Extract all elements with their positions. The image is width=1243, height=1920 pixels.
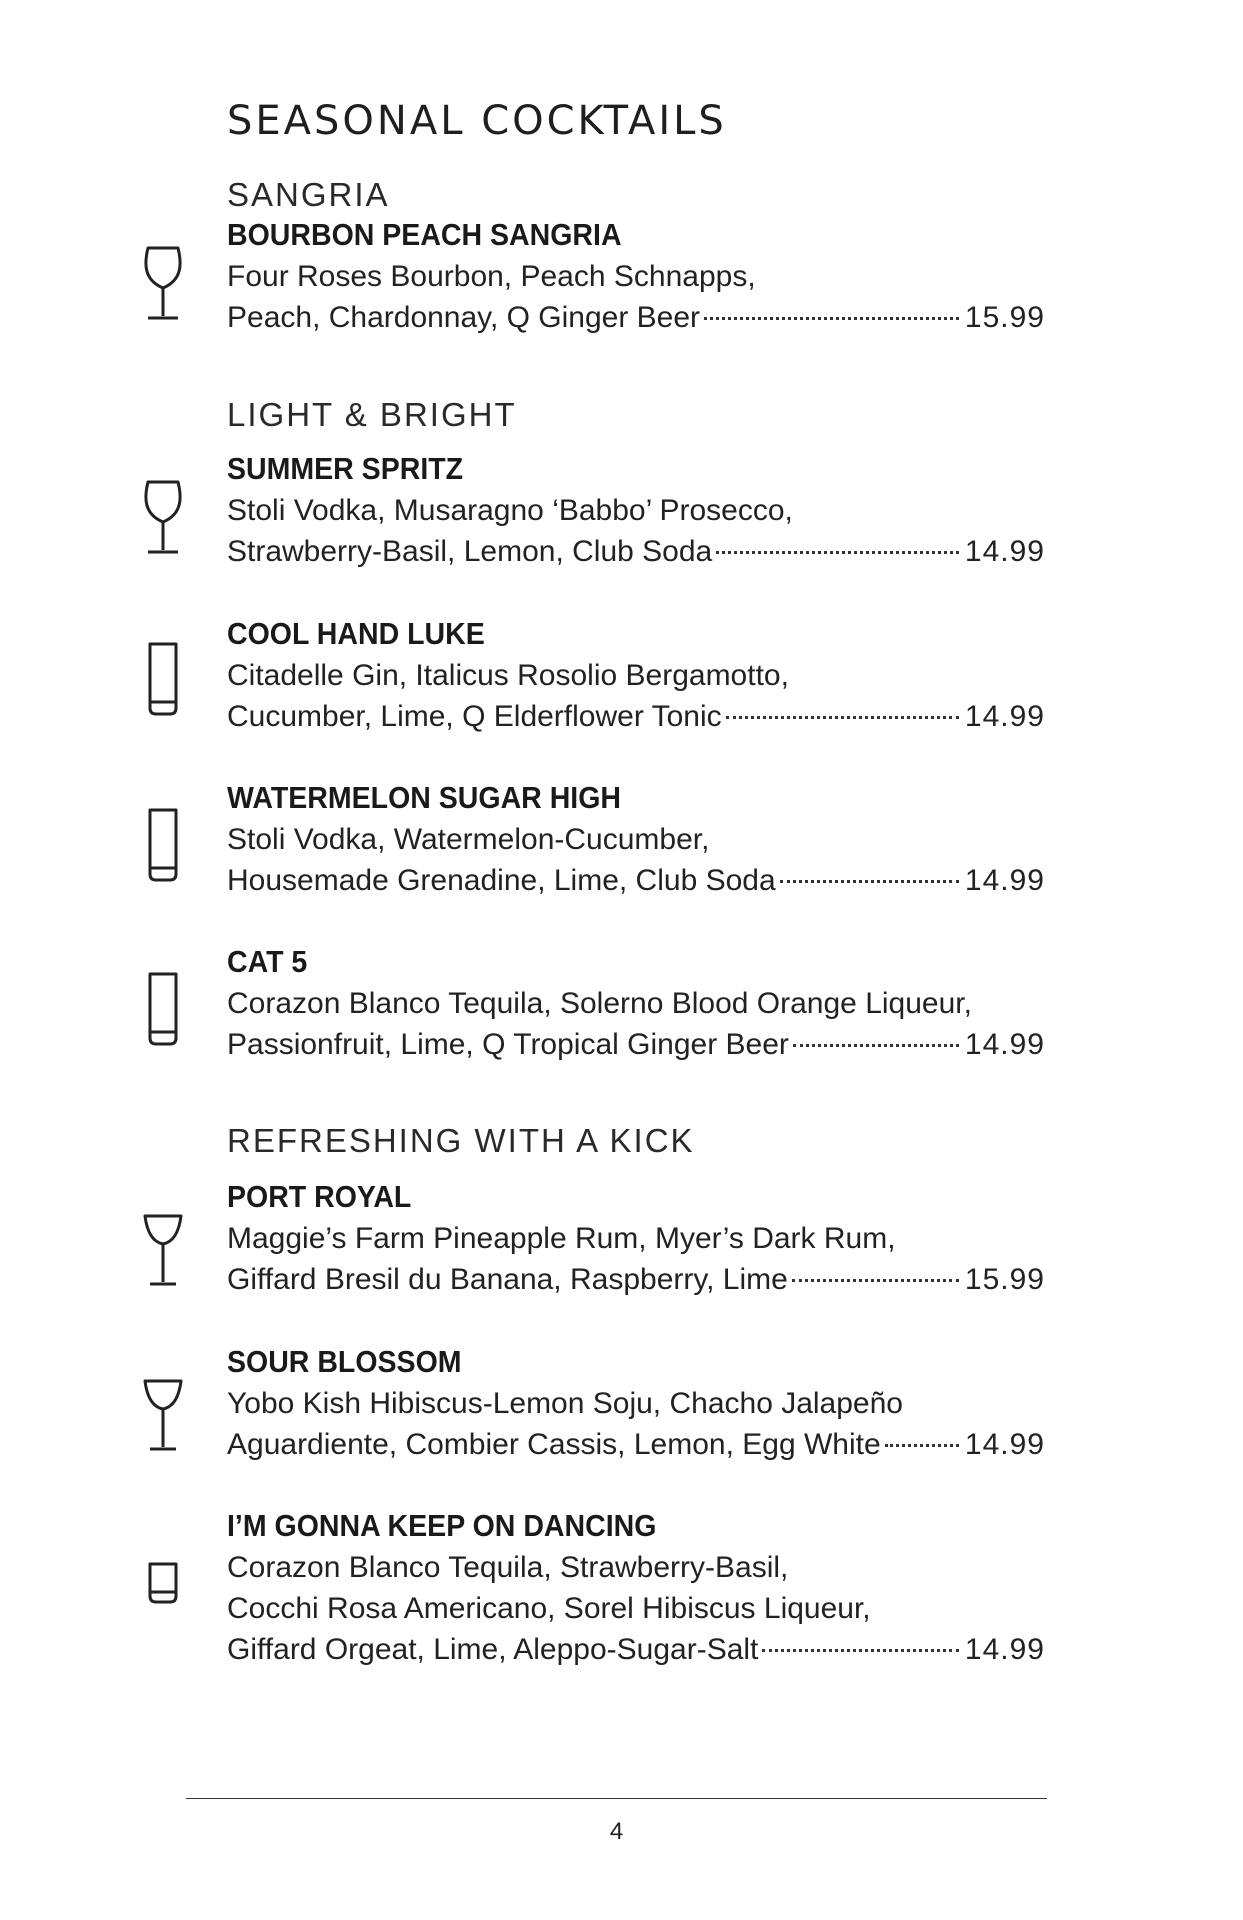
dot-leader xyxy=(780,880,959,883)
menu-item xyxy=(227,448,1045,572)
dot-leader xyxy=(792,1279,959,1282)
item-description-final xyxy=(227,860,1045,901)
page-number: 4 xyxy=(609,1818,624,1845)
item-name: WATERMELON SUGAR HIGH xyxy=(227,780,621,815)
dot-leader xyxy=(704,317,959,320)
item-price: 15.99 xyxy=(964,1263,1045,1296)
item-description-text: Cucumber, Lime, Q Elderflower Tonic xyxy=(227,700,722,733)
dot-leader xyxy=(762,1649,959,1652)
coupe-glass-icon xyxy=(138,1377,188,1457)
item-description-final xyxy=(227,1629,1045,1670)
dot-leader xyxy=(716,551,959,554)
menu-item xyxy=(227,777,1045,901)
item-description-text: Housemade Grenadine, Lime, Club Soda xyxy=(227,864,776,897)
item-name: BOURBON PEACH SANGRIA xyxy=(227,217,622,252)
item-description-text: Aguardiente, Combier Cassis, Lemon, Egg White xyxy=(227,1428,881,1461)
item-price: 15.99 xyxy=(964,301,1045,334)
menu-item xyxy=(227,214,1045,338)
item-description-text: Giffard Orgeat, Lime, Aleppo-Sugar-Salt xyxy=(227,1633,759,1666)
item-name: SUMMER SPRITZ xyxy=(227,451,464,486)
item-price: 14.99 xyxy=(964,864,1045,897)
item-description-final xyxy=(227,531,1045,572)
section-title-sangria: SANGRIA xyxy=(227,176,390,213)
item-description: Yobo Kish Hibiscus-Lemon Soju, Chacho Jalapeño xyxy=(227,1387,903,1420)
dot-leader xyxy=(726,716,959,719)
item-description: Maggie’s Farm Pineapple Rum, Myer’s Dark Rum, xyxy=(227,1222,896,1255)
section-title-refreshing-with-a-kick: REFRESHING WITH A KICK xyxy=(227,1122,695,1159)
item-price: 14.99 xyxy=(964,1028,1045,1061)
item-description: Stoli Vodka, Musaragno ‘Babbo’ Prosecco, xyxy=(227,494,793,527)
item-description: Cocchi Rosa Americano, Sorel Hibiscus Liqueur, xyxy=(227,1592,871,1625)
item-description-text: Peach, Chardonnay, Q Ginger Beer xyxy=(227,301,701,334)
item-name: COOL HAND LUKE xyxy=(227,616,485,651)
item-price: 14.99 xyxy=(964,535,1045,568)
item-description-text: Passionfruit, Lime, Q Tropical Ginger Beer xyxy=(227,1028,789,1061)
item-description-final xyxy=(227,1259,1045,1300)
footer-divider xyxy=(186,1798,1047,1799)
rocks-glass-icon xyxy=(138,1556,188,1636)
item-name: SOUR BLOSSOM xyxy=(227,1344,462,1379)
item-name: CAT 5 xyxy=(227,944,308,979)
menu-item xyxy=(227,1176,1045,1300)
item-description-final xyxy=(227,696,1045,737)
highball-glass-icon xyxy=(138,970,188,1050)
dot-leader xyxy=(793,1044,959,1047)
item-description: Corazon Blanco Tequila, Solerno Blood Orange Liqueur, xyxy=(227,987,972,1020)
highball-glass-icon xyxy=(138,640,188,720)
item-name: PORT ROYAL xyxy=(227,1179,412,1214)
item-price: 14.99 xyxy=(964,700,1045,733)
item-price: 14.99 xyxy=(964,1633,1045,1666)
menu-item xyxy=(227,941,1045,1065)
highball-glass-icon xyxy=(138,806,188,886)
item-name: I’M GONNA KEEP ON DANCING xyxy=(227,1508,657,1543)
item-description: Four Roses Bourbon, Peach Schnapps, xyxy=(227,260,756,293)
item-description: Corazon Blanco Tequila, Strawberry-Basil, xyxy=(227,1551,789,1584)
menu-item xyxy=(227,1341,1045,1465)
item-description: Citadelle Gin, Italicus Rosolio Bergamotto, xyxy=(227,659,789,692)
item-description-final xyxy=(227,1424,1045,1465)
wine-glass-icon xyxy=(138,480,188,560)
coupe-glass-icon xyxy=(138,1212,188,1292)
item-description: Stoli Vodka, Watermelon-Cucumber, xyxy=(227,823,710,856)
item-description-text: Strawberry-Basil, Lemon, Club Soda xyxy=(227,535,713,568)
page-title: SEASONAL COCKTAILS xyxy=(227,98,727,144)
item-description-text: Giffard Bresil du Banana, Raspberry, Lime xyxy=(227,1263,788,1296)
dot-leader xyxy=(885,1444,959,1447)
menu-item xyxy=(227,1505,1045,1670)
item-price: 14.99 xyxy=(964,1428,1045,1461)
menu-item xyxy=(227,613,1045,737)
section-title-light-bright: LIGHT & BRIGHT xyxy=(227,396,517,433)
item-description-final xyxy=(227,1024,1045,1065)
item-description-final xyxy=(227,297,1045,338)
wine-glass-icon xyxy=(138,246,188,326)
